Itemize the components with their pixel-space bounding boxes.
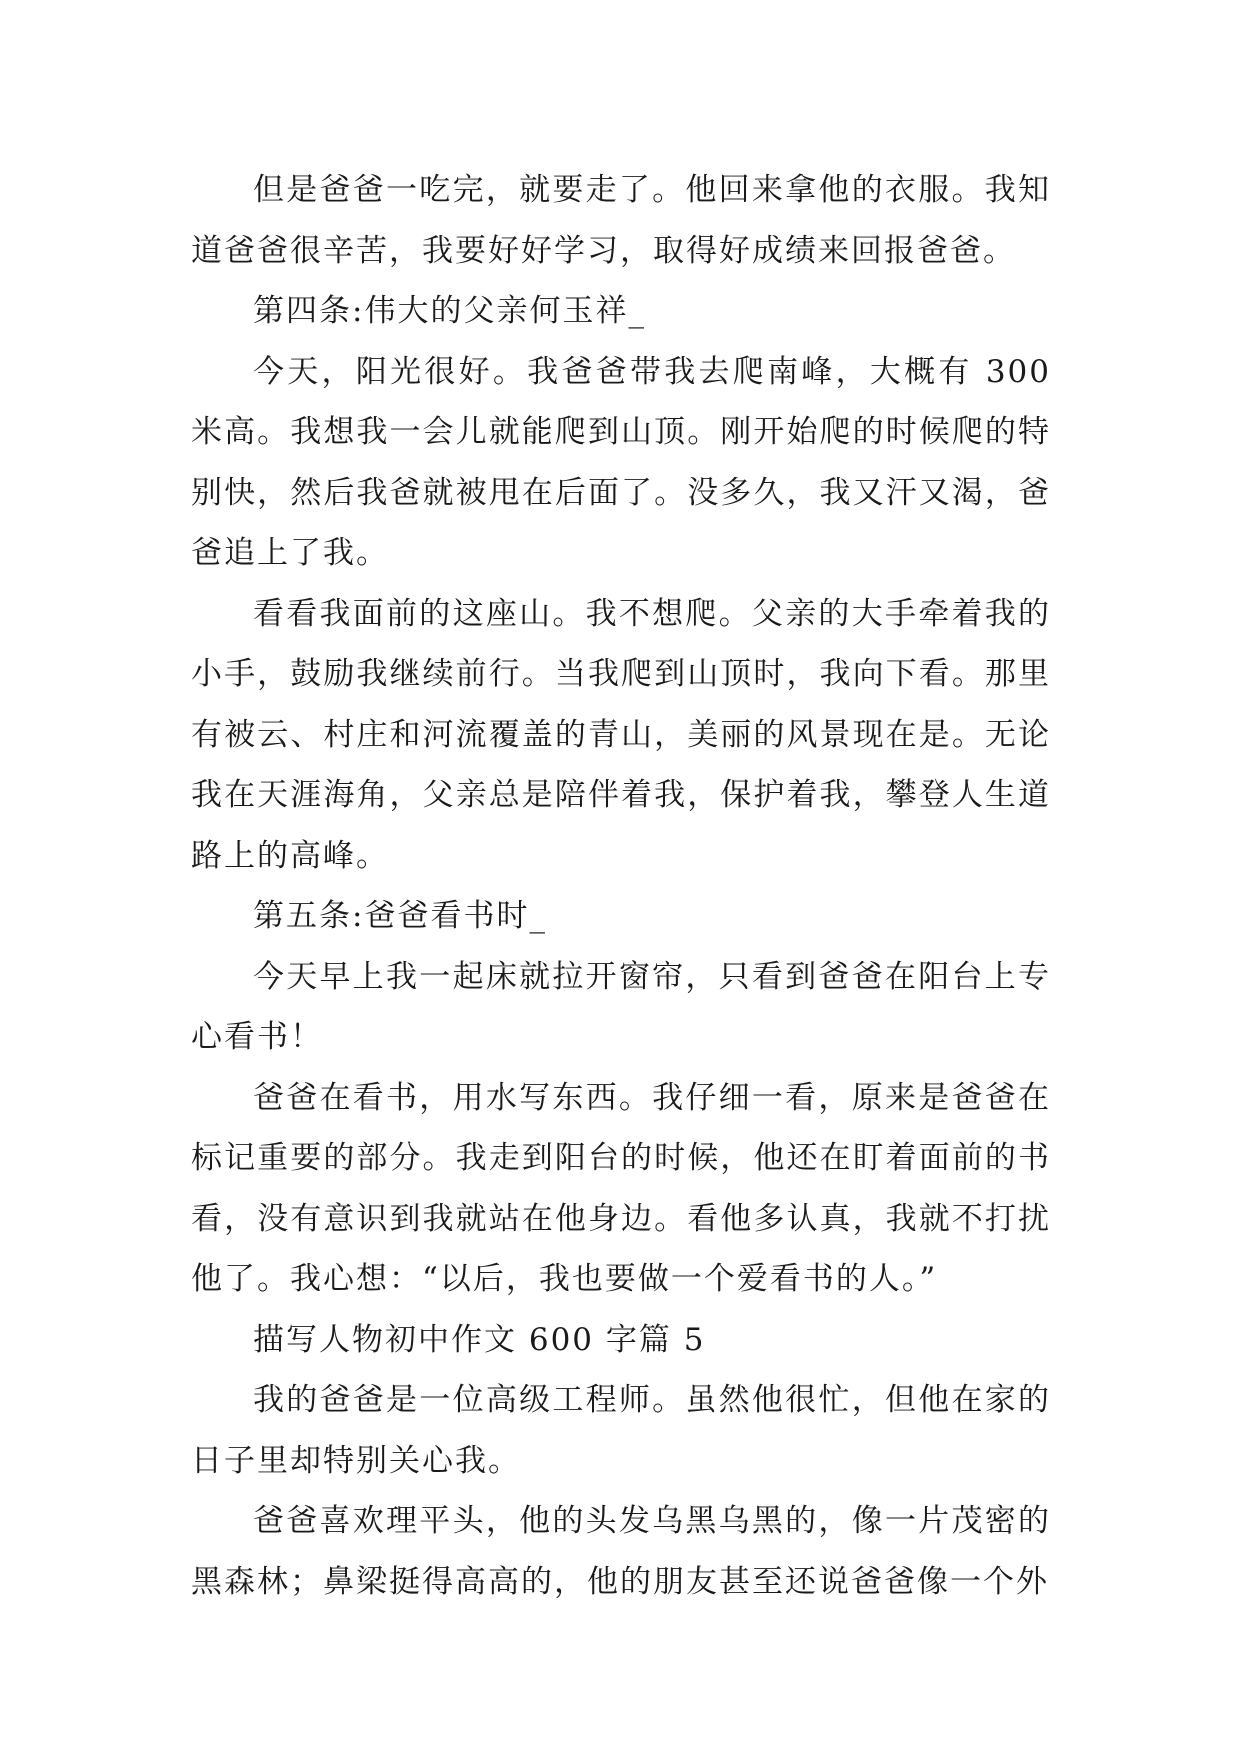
paragraph-2: 今天，阳光很好。我爸爸带我去爬南峰，大概有 300 米高。我想我一会儿就能爬到山顶。刚开始爬的时候爬的特别快，然后我爸就被甩在后面了。没多久，我又汗又渴，爸爸追上了我。 (191, 353, 1051, 571)
document-body (191, 160, 1051, 1612)
section-heading-5: 第五条:爸爸看书时_ (253, 898, 547, 934)
essay-title: 描写人物初中作文 600 字篇 5 (253, 1321, 706, 1358)
paragraph-5: 爸爸在看书，用水写东西。我仔细一看，原来是爸爸在标记重要的部分。我走到阳台的时候，他还在盯着面前的书看，没有意识到我就站在他身边。看他多认真，我就不打扰他了。我心想：“以后，我也要做一个爱看书的人。” (191, 1079, 1051, 1297)
paragraph-4: 今天早上我一起床就拉开窗帘，只看到爸爸在阳台上专心看书！ (191, 958, 1051, 1055)
paragraph-6: 我的爸爸是一位高级工程师。虽然他很忙，但他在家的日子里却特别关心我。 (191, 1382, 1051, 1479)
section-heading-4: 第四条:伟大的父亲何玉祥_ (253, 293, 646, 329)
paragraph-1: 但是爸爸一吃完，就要走了。他回来拿他的衣服。我知道爸爸很辛苦，我要好好学习，取得好成绩来回报爸爸。 (191, 172, 1051, 269)
paragraph-7: 爸爸喜欢理平头，他的头发乌黑乌黑的，像一片茂密的黑森林；鼻梁挺得高高的，他的朋友甚至还说爸爸像一个外 (191, 1503, 1051, 1600)
paragraph-3: 看看我面前的这座山。我不想爬。父亲的大手牵着我的小手，鼓励我继续前行。当我爬到山顶时，我向下看。那里有被云、村庄和河流覆盖的青山，美丽的风景现在是。无论我在天涯海角，父亲总是陪伴着我，保护着我，攀登人生道路上的高峰。 (191, 595, 1051, 874)
